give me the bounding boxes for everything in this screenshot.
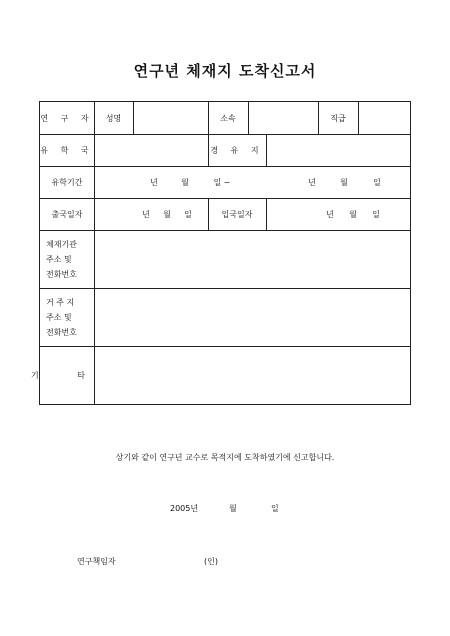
residence-label-line2: 주소 및 — [46, 312, 72, 322]
position-label: 직급 — [330, 113, 346, 123]
declaration-statement: 상기와 같이 연구년 교수로 목적지에 도착하였기에 신고합니다. — [115, 453, 335, 462]
residence-label-line1: 거 주 지 — [46, 297, 75, 307]
period-end-month-unit: 월 — [340, 177, 348, 187]
departure-date-label: 출국일자 — [51, 209, 83, 219]
study-period-label: 유학기간 — [51, 177, 83, 187]
institution-address-field[interactable] — [94, 230, 410, 288]
researcher-label: 연 구 자 — [40, 113, 94, 123]
period-start-month-unit: 월 — [181, 177, 189, 187]
entry-month-unit: 월 — [349, 209, 357, 219]
study-country-field[interactable] — [94, 134, 208, 166]
departure-day-unit: 일 — [184, 209, 192, 219]
signer-label: 연구책임자 — [77, 557, 116, 566]
institution-address-label — [46, 230, 94, 288]
residence-address-label — [46, 288, 94, 346]
entry-year-unit: 년 — [326, 209, 334, 219]
departure-year-unit: 년 — [142, 209, 150, 219]
signature-year: 2005년 — [170, 504, 199, 513]
seal-mark: (인) — [204, 557, 218, 566]
via-label: 경 유 지 — [210, 145, 264, 155]
document-title: 연구년 체재지 도착신고서 — [133, 62, 317, 80]
other-label: 기 타 — [31, 370, 103, 380]
period-end-day-unit: 일 — [373, 177, 381, 187]
entry-day-unit: 일 — [372, 209, 380, 219]
study-country-label: 유 학 국 — [40, 145, 94, 155]
name-field[interactable] — [133, 102, 208, 134]
affiliation-label: 소속 — [220, 113, 236, 123]
name-label: 성명 — [105, 113, 122, 123]
period-end-year-unit: 년 — [308, 177, 316, 187]
other-field[interactable] — [94, 346, 410, 404]
signature-day: 일 — [271, 504, 279, 513]
col-divider — [266, 198, 267, 230]
report-form-table — [31, 101, 411, 405]
institution-label-line2: 주소 및 — [46, 254, 72, 264]
institution-label-line3: 전화번호 — [46, 269, 77, 279]
departure-month-unit: 월 — [163, 209, 171, 219]
institution-label-line1: 체재기관 — [46, 239, 77, 249]
affiliation-field[interactable] — [248, 102, 318, 134]
via-field[interactable] — [266, 134, 410, 166]
signature-month: 월 — [229, 504, 237, 513]
period-start-day-unit: 일 ~ — [213, 177, 231, 187]
residence-label-line3: 전화번호 — [46, 327, 77, 337]
period-start-year-unit: 년 — [150, 177, 158, 187]
residence-address-field[interactable] — [94, 288, 410, 346]
entry-date-label: 입국일자 — [221, 209, 253, 219]
position-field[interactable] — [358, 102, 410, 134]
